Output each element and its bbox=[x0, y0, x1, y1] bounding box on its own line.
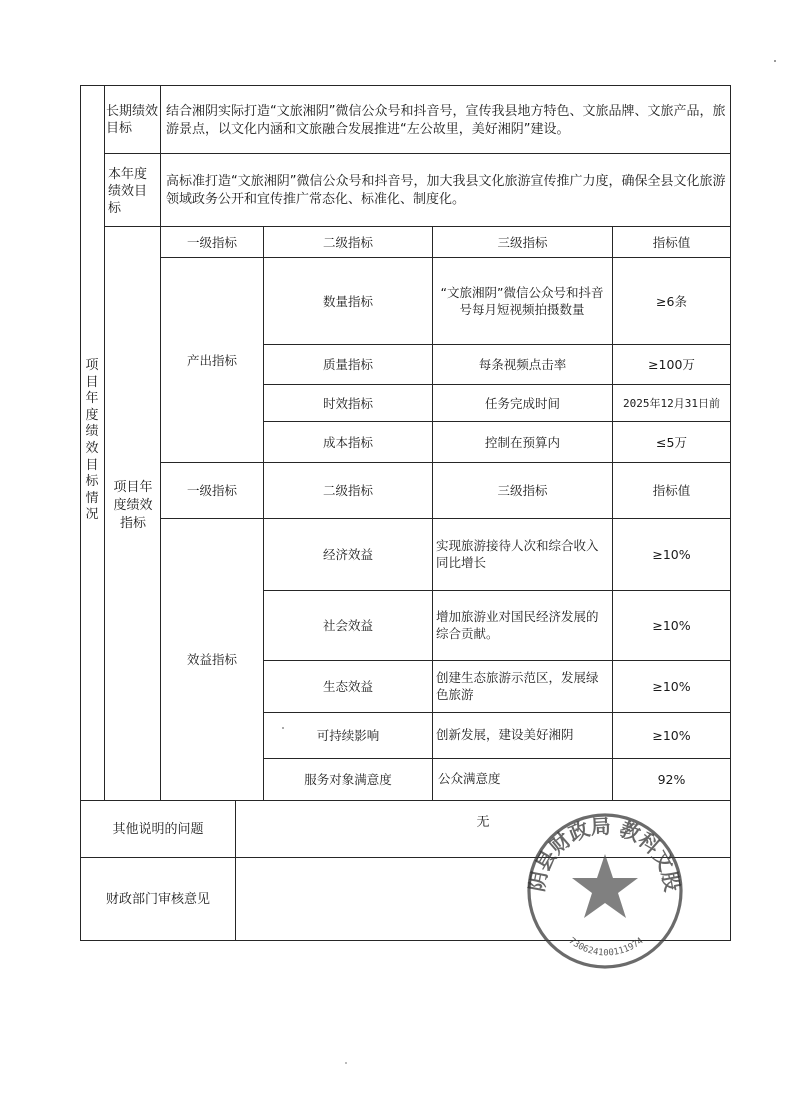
annual-goal-label: 本年度绩效目标 bbox=[108, 167, 148, 216]
header-level1: 一级指标 bbox=[186, 234, 237, 250]
finance-review-label: 财政部门审核意见 bbox=[105, 891, 210, 907]
header-level3: 三级指标 bbox=[497, 483, 548, 498]
long-term-goal-text: 结合湘阴实际打造“文旅湘阴”微信公众号和抖音号，宣传我县地方特色、文旅品牌、文旅产品，旅游景点，以文化内涵和文旅融合发展推进“左公故里，美好湘阴”建设。 bbox=[166, 104, 726, 137]
section-label: 项目年度绩效目标情况 bbox=[85, 358, 99, 523]
seal-number-path: 730624100111974 bbox=[566, 936, 646, 959]
header-level2: 二级指标 bbox=[322, 234, 373, 250]
output-category: 产出指标 bbox=[186, 352, 237, 368]
scan-speck bbox=[345, 1062, 347, 1064]
benefit-row-level2: 服务对象满意度 bbox=[304, 772, 392, 787]
output-row-level3: 每条视频点击率 bbox=[478, 357, 567, 372]
output-row-level3: 任务完成时间 bbox=[484, 395, 560, 411]
output-row-level3: 控制在预算内 bbox=[484, 434, 560, 450]
benefit-row-value: ≥10% bbox=[652, 728, 691, 743]
header-value: 指标值 bbox=[652, 483, 691, 498]
output-row-value: ≥6条 bbox=[656, 293, 687, 309]
benefit-row-level2: 可持续影响 bbox=[316, 728, 380, 743]
seal-text-path: 阴县财政局 教科文股 bbox=[524, 814, 685, 894]
scan-speck bbox=[282, 727, 284, 729]
other-issues-value: 无 bbox=[476, 814, 490, 830]
benefit-row-value: ≥10% bbox=[652, 547, 691, 562]
output-row-level2: 成本指标 bbox=[322, 434, 373, 450]
long-term-goal-label: 长期绩效目标 bbox=[106, 104, 159, 136]
output-row-level2: 质量指标 bbox=[322, 357, 373, 372]
header-level1: 一级指标 bbox=[186, 483, 237, 498]
benefit-row-level3: 增加旅游业对国民经济发展的综合贡献。 bbox=[436, 609, 599, 641]
benefit-row-value: 92% bbox=[657, 772, 686, 787]
table-border-right bbox=[730, 85, 731, 941]
benefit-row-level2: 生态效益 bbox=[322, 679, 373, 694]
output-row-level2: 数量指标 bbox=[322, 293, 373, 309]
indicator-label: 项目年度绩效指标 bbox=[113, 480, 153, 531]
grid-line bbox=[104, 153, 731, 154]
benefit-row-value: ≥10% bbox=[652, 679, 691, 694]
benefit-row-level3: 创新发展，建设美好湘阴 bbox=[436, 727, 574, 742]
benefit-row-level3: 公众满意度 bbox=[438, 771, 501, 786]
other-issues-label: 其他说明的问题 bbox=[112, 821, 204, 837]
grid-line bbox=[104, 85, 105, 801]
output-row-level2: 时效指标 bbox=[322, 395, 373, 411]
benefit-row-level2: 经济效益 bbox=[322, 547, 373, 562]
output-row-level3: “文旅湘阴”微信公众号和抖音号每月短视频拍摄数量 bbox=[440, 285, 604, 317]
header-level2: 二级指标 bbox=[322, 483, 373, 498]
benefit-category: 效益指标 bbox=[186, 652, 237, 667]
output-row-value: ≤5万 bbox=[656, 434, 687, 450]
output-row-value: ≥100万 bbox=[648, 357, 695, 372]
output-row-value: 2025年12月31日前 bbox=[623, 396, 720, 410]
header-value: 指标值 bbox=[652, 234, 691, 250]
annual-goal-text: 高标准打造“文旅湘阴”微信公众号和抖音号，加大我县文化旅游宣传推广力度，确保全县文化旅游领域政务公开和宜传推广常态化、标准化、制度化。 bbox=[166, 174, 726, 207]
seal-number bbox=[567, 936, 646, 958]
benefit-row-level3: 实现旅游接待人次和综合收入同比增长 bbox=[436, 538, 599, 570]
scan-speck bbox=[774, 60, 776, 62]
benefit-row-value: ≥10% bbox=[652, 618, 691, 633]
benefit-row-level2: 社会效益 bbox=[322, 618, 373, 633]
table-border-top bbox=[80, 85, 731, 86]
benefit-row-level3: 创建生态旅游示范区，发展绿色旅游 bbox=[436, 670, 599, 702]
header-level3: 三级指标 bbox=[497, 234, 548, 250]
official-seal bbox=[522, 808, 687, 973]
